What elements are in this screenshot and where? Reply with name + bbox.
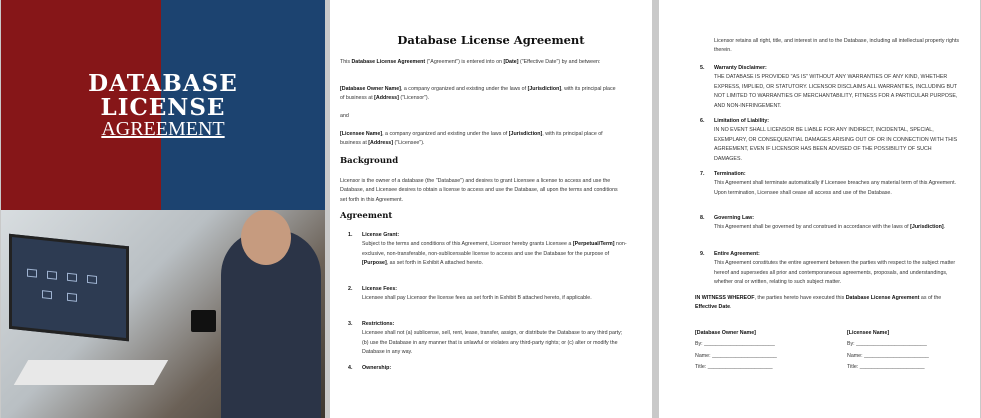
licensee-signature-block — [847, 329, 977, 373]
and-text: and — [340, 113, 349, 119]
signature-name-field[interactable]: Name: ______________________ — [695, 352, 777, 359]
clause-3: 3. Restrictions: Licensee shall not (a) sublicense, sell, rent, lease, transfer, assign, or distribute the Database to any third party; (b) use the Database in any manner that is unlawful or violates any third-party rights; or (c) alter or modify the Database in any way. — [348, 321, 623, 356]
licensor-signature-block — [695, 329, 825, 373]
signature-title-field[interactable]: Title: ______________________ — [847, 364, 925, 371]
keyboard-illustration — [14, 360, 168, 385]
background-heading: Background — [340, 156, 399, 166]
clause-7: 7. Termination: This Agreement shall terminate automatically if Licensee breaches any material term of this Agreement. Upon termination, Licensee shall cease all access and use of the Database. — [700, 171, 957, 196]
mug-illustration — [191, 310, 216, 332]
signature-by-field[interactable]: By: ________________________ — [847, 341, 927, 348]
clause-8: 8. Governing Law: This Agreement shall be governed by and construed in accordance with the laws of [Jurisdiction]. — [700, 215, 946, 231]
clause-4-text: Licensor retains all right, title, and interest in and to the Database, including all intellectual property rights therein. — [714, 38, 959, 54]
clause-9: 9. Entire Agreement: This Agreement constitutes the entire agreement between the parties with respect to the subject matter hereof and supersedes all prior and contemporaneous agreements, proposals, and understandings, whether oral or written, relating to such subject matter. — [700, 251, 956, 286]
witness-paragraph: IN WITNESS WHEREOF, the parties hereto have executed this Database License Agreement as of the Effective Date. — [695, 295, 942, 311]
signature-party: [Licensee Name] — [847, 330, 890, 336]
clause-1: 1. License Grant: Subject to the terms and conditions of this Agreement, Licensor hereby grants Licensee a [Perpetual/Term] non-exclusive, non-transferable, non-sublicensable license to access and use the Database for the purpose of [Purpose], as set forth in Exhibit A attached hereto. — [348, 232, 627, 267]
licensor-paragraph: [Database Owner Name], a company organized and existing under the laws of [Jurisdiction], with its principal place of business at [Address] ("Licensor"). — [340, 86, 616, 102]
person-head-illustration — [241, 210, 291, 265]
cover-title-line3: AGREEMENT — [101, 118, 225, 140]
background-paragraph: Licensor is the owner of a database (the "Database") and desires to grant Licensee a license to access and use the Database, and Licensee desires to obtain a license to access and use the Database, all upon the terms and conditions set forth in this Agreement. — [340, 178, 618, 203]
clause-2: 2. License Fees: Licensee shall pay Licensor the license fees as set forth in Exhibit B attached hereto, if applicable. — [348, 286, 592, 302]
monitor-illustration — [9, 234, 129, 342]
intro-paragraph: This Database License Agreement ("Agreement") is entered into on [Date] ("Effective Date") by and between: — [340, 59, 601, 65]
cover-page — [1, 0, 325, 418]
cover-photo — [1, 210, 325, 418]
clause-4-heading: 4. Ownership: — [348, 365, 392, 371]
signature-party: [Database Owner Name] — [695, 330, 756, 336]
page-3 — [659, 0, 980, 418]
clause-6: 6. Limitation of Liability: IN NO EVENT SHALL LICENSOR BE LIABLE FOR ANY INDIRECT, INCIDENTAL, SPECIAL, EXEMPLARY, OR CONSEQUENTIAL DAMAGES ARISING OUT OF OR IN CONNECTION WITH THIS AGREEMENT, EVEN IF LICENSOR HAS BEEN ADVISED OF THE POSSIBILITY OF SUCH DAMAGES. — [700, 118, 958, 162]
page-2 — [330, 0, 652, 418]
licensee-paragraph: [Licensee Name], a company organized and existing under the laws of [Jurisdiction], with its principal place of business at [Address] ("Licensee"). — [340, 131, 603, 147]
cover-title-line2: LICENSE — [100, 94, 226, 121]
signature-name-field[interactable]: Name: ______________________ — [847, 352, 929, 359]
signature-title-field[interactable]: Title: ______________________ — [695, 364, 773, 371]
document-title: Database License Agreement — [397, 33, 585, 47]
signature-by-field[interactable]: By: ________________________ — [695, 341, 775, 348]
cover-title-line1: DATABASE — [88, 70, 238, 97]
clause-5: 5. Warranty Disclaimer: THE DATABASE IS PROVIDED "AS IS" WITHOUT ANY WARRANTIES OF ANY KIND, WHETHER EXPRESS, IMPLIED, OR STATUTORY. LICENSOR DISCLAIMS ALL WARRANTIES, INCLUDING BUT NOT LIMITED TO WARRANTIES OF MERCHANTABILITY, FITNESS FOR A PARTICULAR PURPOSE, AND NON-INFRINGEMENT. — [700, 65, 958, 109]
agreement-heading: Agreement — [340, 211, 393, 221]
